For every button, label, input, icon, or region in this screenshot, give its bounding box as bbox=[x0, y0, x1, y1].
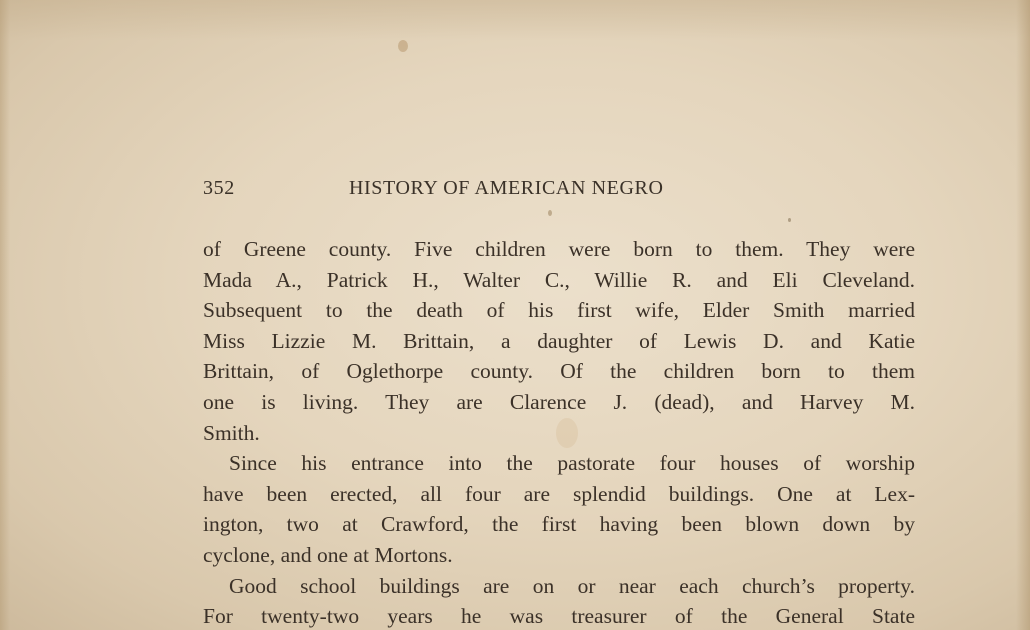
text-line: Subsequent to the death of his first wife, Elder Smith married bbox=[203, 298, 915, 323]
page-top-shadow bbox=[0, 0, 1030, 40]
body-text bbox=[203, 234, 915, 630]
text-line: cyclone, and one at Mortons. bbox=[203, 542, 453, 567]
page-number: 352 bbox=[203, 177, 235, 199]
text-line: ington, two at Crawford, the first having been blown down by bbox=[203, 512, 915, 537]
paper-speck bbox=[788, 218, 791, 222]
page-left-edge bbox=[0, 0, 10, 630]
paper-speck bbox=[548, 210, 552, 216]
running-title: HISTORY OF AMERICAN NEGRO bbox=[349, 177, 664, 199]
running-header bbox=[203, 177, 768, 203]
text-line: one is living. They are Clarence J. (dead), and Harvey M. bbox=[203, 389, 915, 414]
text-line: have been erected, all four are splendid buildings. One at Lex- bbox=[203, 481, 915, 506]
text-line: Smith. bbox=[203, 420, 260, 445]
text-line: For twenty-two years he was treasurer of the General State bbox=[203, 604, 915, 629]
text-line: Brittain, of Oglethorpe county. Of the children born to them bbox=[203, 359, 915, 384]
page-right-edge bbox=[1016, 0, 1030, 630]
text-line: Miss Lizzie M. Brittain, a daughter of Lewis D. and Katie bbox=[203, 328, 915, 353]
paragraph-start-line: Since his entrance into the pastorate four houses of worship bbox=[229, 451, 915, 476]
text-line: of Greene county. Five children were born to them. They were bbox=[203, 237, 915, 261]
text-line: Mada A., Patrick H., Walter C., Willie R. and Eli Cleveland. bbox=[203, 267, 915, 292]
paper-stain bbox=[398, 40, 408, 52]
paragraph-start-line: Good school buildings are on or near each church’s property. bbox=[229, 573, 915, 598]
